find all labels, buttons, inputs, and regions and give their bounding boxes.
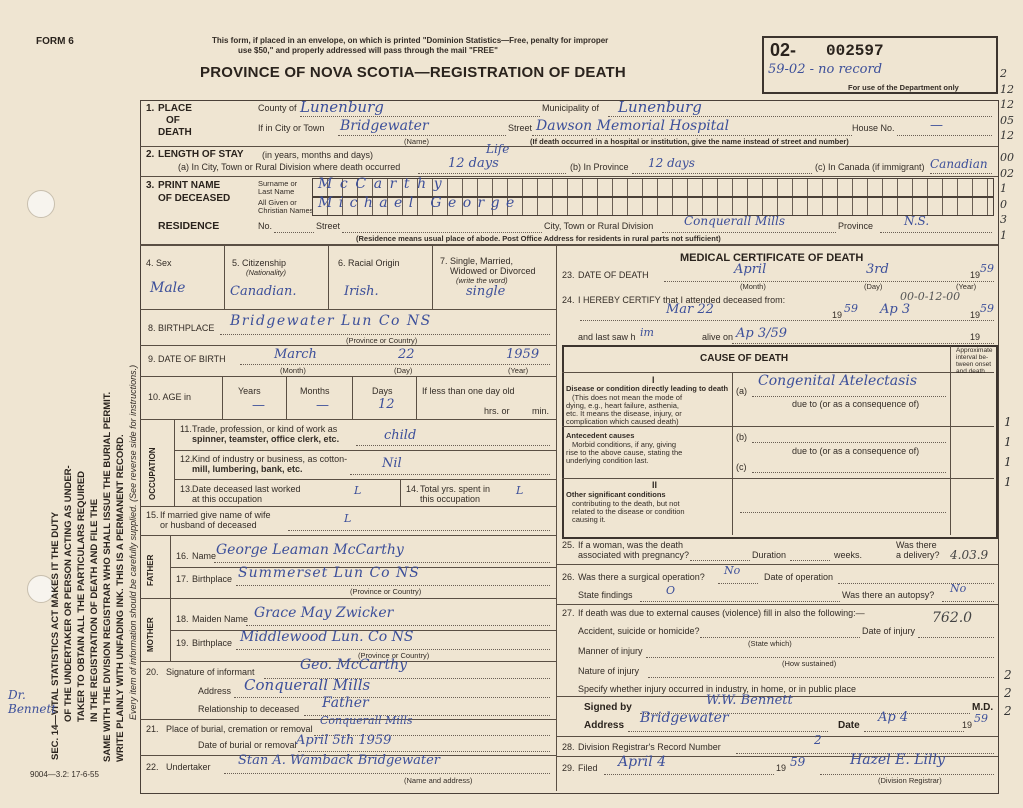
- registration-number: 002597: [826, 42, 884, 60]
- duration-label: Duration: [752, 550, 787, 560]
- s13b-label: at this occupation: [192, 494, 263, 504]
- undertaker-value: Stan A. Wamback Bridgewater: [238, 753, 440, 768]
- stay-b-value: 12 days: [648, 156, 695, 170]
- years-spent-value: L: [516, 484, 524, 497]
- date-of-death-label: DATE OF DEATH: [578, 270, 649, 280]
- father-birthplace-value: Summerset Lun Co NS: [238, 565, 420, 581]
- s21-number: 21.: [146, 724, 159, 734]
- burial-date-label: Date of burial or removal: [198, 740, 297, 750]
- death-year-value: 59: [980, 262, 994, 275]
- side-text-5: SAME WITH THE DIVISION REGISTRAR WHO SHALL ISSUE THE BURIAL PERMIT.: [102, 391, 113, 762]
- cause-b-label: (b): [736, 432, 747, 442]
- mother-birthplace-caption: (Province or Country): [358, 651, 430, 660]
- side-text-2: OF THE UNDERTAKER OR PERSON ACTING AS UNDER-: [63, 465, 74, 722]
- burial-date-value: April 5th 1959: [296, 733, 392, 748]
- other-label-2: contributing to the death, but not: [572, 499, 680, 508]
- residence-street-label: Street: [316, 221, 341, 231]
- undertaker-label: Undertaker: [166, 762, 211, 772]
- antecedent-label-3: rise to the above cause, stating the: [566, 448, 683, 457]
- citizenship-label: 5. Citizenship: [232, 258, 287, 268]
- birthplace-label: 8. BIRTHPLACE: [148, 323, 215, 333]
- hospital-note: (If death occurred in a hospital or institution, give the name instead of street and number): [530, 137, 849, 146]
- s13a-label: Date deceased last worked: [192, 484, 301, 494]
- s27-number: 27.: [562, 608, 575, 618]
- disease-label-5: complication which caused death): [566, 417, 679, 426]
- weeks-label: weeks.: [834, 550, 863, 560]
- nature-label: Nature of injury: [578, 666, 640, 676]
- envelope-notice-2: use $50," and properly addressed will pass through the mail "FREE": [238, 46, 498, 55]
- due-to-label-1: due to (or as a consequence of): [792, 399, 920, 409]
- lower-codes: 2 2 2: [1004, 668, 1012, 718]
- signed-by-value: W.W. Bennett: [706, 693, 793, 708]
- s15-number: 15.: [146, 510, 159, 520]
- print-code: 9004—3.2: 17-6-55: [30, 770, 99, 779]
- margin-note: Dr. Bennett: [8, 688, 57, 716]
- house-no-value: —: [930, 118, 943, 133]
- residence-province-label: Province: [838, 221, 874, 231]
- age-months-value: —: [316, 398, 329, 413]
- specify-label: Specify whether injury occurred in industry, in home, or in public place: [578, 684, 856, 694]
- father-name-value: George Leaman McCarthy: [216, 542, 404, 558]
- marital-label: 7. Single, Married,: [440, 256, 514, 266]
- industry-value: Nil: [382, 456, 402, 471]
- s20-number: 20.: [146, 667, 159, 677]
- cause-c-label: (c): [736, 462, 747, 472]
- registrar-signature: Hazel E. Lilly: [850, 752, 945, 768]
- manner-label: Manner of injury: [578, 646, 643, 656]
- accident-label: Accident, suicide or homicide?: [578, 626, 700, 636]
- disease-label-3: dying, e.g., heart failure, asthenia,: [566, 401, 679, 410]
- date-of-birth-label: 9. DATE OF BIRTH: [148, 354, 226, 364]
- s19-number: 19.: [176, 638, 189, 648]
- s1-death-label: DEATH: [158, 127, 192, 138]
- envelope-notice-1: This form, if placed in an envelope, on which is printed "Dominion Statistics—Free, penalty for improper: [212, 36, 609, 45]
- less-day-label: If less than one day old: [422, 386, 515, 396]
- s12b-label: mill, lumbering, bank, etc.: [192, 464, 303, 474]
- cause-a-label: (a): [736, 386, 747, 396]
- med-year-value: 59: [974, 712, 988, 725]
- birthplace-caption: (Province or Country): [346, 336, 418, 345]
- min-label: min.: [532, 406, 550, 416]
- s16-number: 16.: [176, 551, 189, 561]
- mother-label: MOTHER: [146, 617, 155, 652]
- father-birthplace-label: Birthplace: [192, 574, 233, 584]
- s25-number: 25.: [562, 540, 575, 550]
- write-word-caption: (write the word): [456, 276, 508, 285]
- racial-origin-label: 6. Racial Origin: [338, 258, 400, 268]
- length-of-stay-label: LENGTH OF STAY: [158, 149, 244, 160]
- municipality-label: Municipality of: [542, 103, 600, 113]
- findings-value: O: [666, 584, 676, 597]
- delivery-label-1: Was there: [896, 540, 937, 550]
- last-saw-label: and last saw h: [578, 332, 636, 342]
- approx-label-3: tween onset: [956, 361, 992, 368]
- informant-label: Signature of informant: [166, 667, 255, 677]
- mother-birthplace-value: Middlewood Lun. Co NS: [240, 629, 414, 645]
- autopsy-label: Was there an autopsy?: [842, 590, 935, 600]
- street-label: Street: [508, 123, 533, 133]
- birth-year-caption: (Year): [508, 366, 529, 375]
- last-saw-year-prefix: 19: [970, 332, 981, 342]
- other-label-3: related to the disease or condition: [572, 507, 685, 516]
- death-month-value: April: [734, 262, 767, 277]
- md-label: M.D.: [972, 702, 994, 713]
- of-deceased-label: OF DECEASED: [158, 193, 231, 204]
- birth-month-caption: (Month): [280, 366, 306, 375]
- birth-month-value: March: [274, 347, 317, 362]
- code-762: 762.0: [932, 610, 973, 626]
- mother-name-value: Grace May Zwicker: [254, 605, 394, 621]
- s22-number: 22.: [146, 762, 159, 772]
- death-day-caption: (Day): [864, 282, 883, 291]
- department-note: 59-02 - no record: [768, 62, 883, 77]
- death-year-caption: (Year): [956, 282, 977, 291]
- other-label-4: causing it.: [572, 515, 606, 524]
- med-address-label: Address: [584, 720, 625, 731]
- print-name-label: PRINT NAME: [158, 180, 221, 191]
- last-worked-value: L: [354, 484, 362, 497]
- marital-value: single: [466, 284, 506, 299]
- sex-label: 4. Sex: [146, 258, 172, 268]
- s2-number: 2.: [146, 149, 155, 160]
- approx-label-2: interval be-: [956, 354, 989, 361]
- s11b-label: spinner, teamster, office clerk, etc.: [192, 434, 340, 444]
- nationality-caption: (Nationality): [246, 268, 287, 277]
- age-years-value: —: [252, 398, 265, 413]
- street-value: Dawson Memorial Hospital: [536, 118, 730, 134]
- sex-value: Male: [150, 280, 186, 296]
- municipality-value: Lunenburg: [618, 98, 702, 116]
- right-margin-codes: 2 12 12 05 12 00 02 1 0 3 1: [1000, 67, 1014, 242]
- registration-prefix: 02-: [770, 40, 797, 60]
- s26-number: 26.: [562, 572, 575, 582]
- surgical-value: No: [724, 564, 741, 577]
- s11a-label: Trade, profession, or kind of work as: [192, 424, 338, 434]
- hrs-label: hrs. or: [484, 406, 510, 416]
- stay-b-label: (b) In Province: [570, 162, 629, 172]
- occupation-value: child: [384, 428, 417, 443]
- s25a-label: If a woman, was the death: [578, 540, 684, 550]
- death-month-caption: (Month): [740, 282, 766, 291]
- city-value: Bridgewater: [340, 118, 429, 134]
- s3-number: 3.: [146, 180, 155, 191]
- surname-label: Surname or: [258, 179, 298, 188]
- part-one-label: I: [652, 375, 655, 385]
- code-00012: 00-0-12-00: [900, 290, 961, 303]
- external-label: If death was due to external causes (violence) fill in also the following:—: [578, 608, 865, 618]
- last-saw-suffix: im: [640, 326, 654, 339]
- due-to-label-2: due to (or as a consequence of): [792, 446, 920, 456]
- informant-address-value: Conquerall Mills: [244, 676, 371, 694]
- spouse-value: L: [344, 512, 352, 525]
- birthplace-value: Bridgewater Lun Co NS: [230, 313, 432, 329]
- department-use-label: For use of the Department only: [848, 83, 959, 92]
- given-label: All Given or: [258, 198, 297, 207]
- residence-note: (Residence means usual place of abode. Post Office Address for residents in rural parts not sufficient): [356, 234, 721, 243]
- s14a-label: Total yrs. spent in: [420, 484, 491, 494]
- disease-label-4: etc. It means the disease, injury, or: [566, 409, 682, 418]
- burial-place-label: Place of burial, cremation or removal: [166, 724, 313, 734]
- state-which-caption: (State which): [748, 639, 792, 648]
- filed-date-value: April 4: [618, 754, 667, 770]
- disease-label-1: Disease or condition directly leading to death: [566, 384, 729, 393]
- approx-label-4: and death: [956, 368, 985, 375]
- occupation-label: OCCUPATION: [148, 447, 157, 500]
- residence-city-label: City, Town or Rural Division: [544, 221, 654, 231]
- s18-number: 18.: [176, 614, 189, 624]
- if-city-label: If in City or Town: [258, 123, 325, 133]
- s13-number: 13.: [180, 484, 193, 494]
- s28-number: 28.: [562, 742, 575, 752]
- age-label: 10. AGE in: [148, 392, 192, 402]
- county-label: County of: [258, 103, 297, 113]
- birth-day-value: 22: [398, 347, 415, 362]
- given-value: Michael George: [318, 195, 521, 211]
- death-day-value: 3rd: [866, 262, 889, 277]
- side-text-1: SEC. 14—VITAL STATISTICS ACT MAKES IT THE DUTY: [50, 511, 61, 760]
- last-name-label: Last Name: [258, 187, 295, 196]
- findings-label: State findings: [578, 590, 633, 600]
- cause-codes: 1 1 1 1: [1004, 415, 1012, 489]
- informant-address-label: Address: [198, 686, 232, 696]
- medical-certificate-title: MEDICAL CERTIFICATE OF DEATH: [680, 252, 864, 264]
- last-saw-date-value: Ap 3/59: [736, 326, 788, 341]
- relationship-value: Father: [322, 695, 369, 711]
- father-birthplace-caption: (Province or Country): [350, 587, 422, 596]
- division-record-label: Division Registrar's Record Number: [578, 742, 721, 752]
- house-no-label: House No.: [852, 123, 895, 133]
- attended-from-value: Mar 22: [666, 302, 714, 317]
- cause-a-value: Congenital Atelectasis: [758, 373, 917, 389]
- other-label-1: Other significant conditions: [566, 490, 666, 499]
- part-two-label: II: [652, 480, 658, 490]
- antecedent-label-4: underlying condition last.: [566, 456, 649, 465]
- side-text-3: TAKER TO OBTAIN ALL THE PARTICULARS REQUIRED: [76, 470, 87, 722]
- s12-number: 12.: [180, 454, 193, 464]
- side-text-6: WRITE PLAINLY WITH UNFADING INK. THIS IS A PERMANENT RECORD.: [115, 434, 126, 762]
- attended-year-prefix: 19: [832, 310, 843, 320]
- s15a-label: If married give name of wife: [160, 510, 271, 520]
- antecedent-label-2: Morbid conditions, if any, giving: [572, 440, 677, 449]
- residence-label: RESIDENCE: [158, 220, 220, 232]
- s1-place-label: PLACE: [158, 103, 192, 114]
- date-injury-label: Date of injury: [862, 626, 916, 636]
- relationship-label: Relationship to deceased: [198, 704, 300, 714]
- record-number-value: 2: [814, 733, 822, 747]
- father-name-label: Name: [192, 551, 217, 561]
- age-days-value: 12: [378, 397, 395, 412]
- undertaker-caption: (Name and address): [404, 776, 473, 785]
- s1-of-label: OF: [166, 115, 180, 126]
- s24-number: 24.: [562, 295, 575, 305]
- med-date-value: Ap 4: [878, 710, 909, 725]
- birth-day-caption: (Day): [394, 366, 413, 375]
- date-operation-label: Date of operation: [764, 572, 834, 582]
- med-year-prefix: 19: [962, 720, 973, 730]
- antecedent-label-1: Antecedent causes: [566, 431, 635, 440]
- delivery-label-2: a delivery?: [896, 550, 940, 560]
- years-label: Years: [238, 386, 261, 396]
- months-label: Months: [300, 386, 330, 396]
- approx-label-1: Approximate: [956, 347, 993, 354]
- s25b-label: associated with pregnancy?: [578, 550, 690, 560]
- surname-value: McCarthy: [318, 176, 450, 192]
- widowed-label: Widowed or Divorced: [450, 266, 536, 276]
- stay-sub-label: (in years, months and days): [262, 150, 374, 160]
- county-value: Lunenburg: [300, 98, 384, 116]
- filed-year-value: 59: [790, 755, 806, 769]
- med-address-value: Bridgewater: [640, 710, 729, 726]
- father-label: FATHER: [146, 554, 155, 586]
- side-text-4: IN THE REGISTRATION OF DEATH AND FILE THE: [89, 498, 100, 722]
- maiden-name-label: Maiden Name: [192, 614, 249, 624]
- certify-label: I HEREBY CERTIFY that I attended deceased from:: [578, 295, 786, 305]
- birth-year-value: 1959: [506, 347, 540, 362]
- stay-c-value: Canadian: [930, 157, 988, 171]
- attended-to-value: Ap 3: [880, 302, 911, 317]
- citizenship-value: Canadian.: [230, 284, 297, 299]
- informant-value: Geo. McCarthy: [300, 657, 408, 673]
- attended-to-year-prefix: 19: [970, 310, 981, 320]
- binder-hole-top: [27, 190, 55, 218]
- disease-label-2: (This does not mean the mode of: [572, 393, 683, 402]
- residence-city-value: Conquerall Mills: [684, 214, 785, 228]
- s17-number: 17.: [176, 574, 189, 584]
- christian-label: Christian Names: [258, 206, 314, 215]
- surgical-label: Was there a surgical operation?: [578, 572, 705, 582]
- death-year-prefix: 19: [970, 270, 981, 280]
- med-date-label: Date: [838, 720, 860, 731]
- stay-a-label: (a) In City, Town or Rural Division where death occurred: [178, 162, 401, 172]
- code-403: 4.03.9: [950, 548, 989, 562]
- form-title: PROVINCE OF NOVA SCOTIA—REGISTRATION OF DEATH: [200, 64, 626, 81]
- attended-year-value: 59: [844, 302, 858, 315]
- alive-on-label: alive on: [702, 332, 734, 342]
- s11-number: 11.: [180, 424, 192, 434]
- s1-number: 1.: [146, 103, 155, 114]
- stay-life-value: Life: [486, 142, 510, 156]
- form-number: FORM 6: [36, 36, 74, 47]
- filed-year-prefix: 19: [776, 763, 787, 773]
- racial-origin-value: Irish.: [344, 284, 379, 299]
- stay-a-value: 12 days: [448, 156, 499, 171]
- s23-number: 23.: [562, 270, 575, 280]
- how-sustained-caption: (How sustained): [782, 659, 837, 668]
- stay-c-label: (c) In Canada (if immigrant): [815, 162, 925, 172]
- name-caption: (Name): [404, 137, 430, 146]
- residence-no-label: No.: [258, 221, 273, 231]
- s12a-label: Kind of industry or business, as cotton-: [192, 454, 348, 464]
- attended-to-year-value: 59: [980, 302, 994, 315]
- burial-place-value: Conquerall Mills: [320, 714, 413, 727]
- mother-birthplace-label: Birthplace: [192, 638, 233, 648]
- side-text-7: Every item of information should be carefully supplied. (See reverse side for instructions.): [128, 364, 138, 720]
- s14-number: 14.: [406, 484, 419, 494]
- signed-by-label: Signed by: [584, 702, 632, 713]
- autopsy-value: No: [950, 582, 967, 595]
- s14b-label: this occupation: [420, 494, 481, 504]
- s29-number: 29.: [562, 763, 575, 773]
- cause-of-death-title: CAUSE OF DEATH: [700, 353, 789, 364]
- division-registrar-caption: (Division Registrar): [878, 776, 942, 785]
- days-label: Days: [372, 386, 393, 396]
- residence-province-value: N.S.: [904, 214, 930, 228]
- s15b-label: or husband of deceased: [160, 520, 257, 530]
- filed-label: Filed: [578, 763, 598, 773]
